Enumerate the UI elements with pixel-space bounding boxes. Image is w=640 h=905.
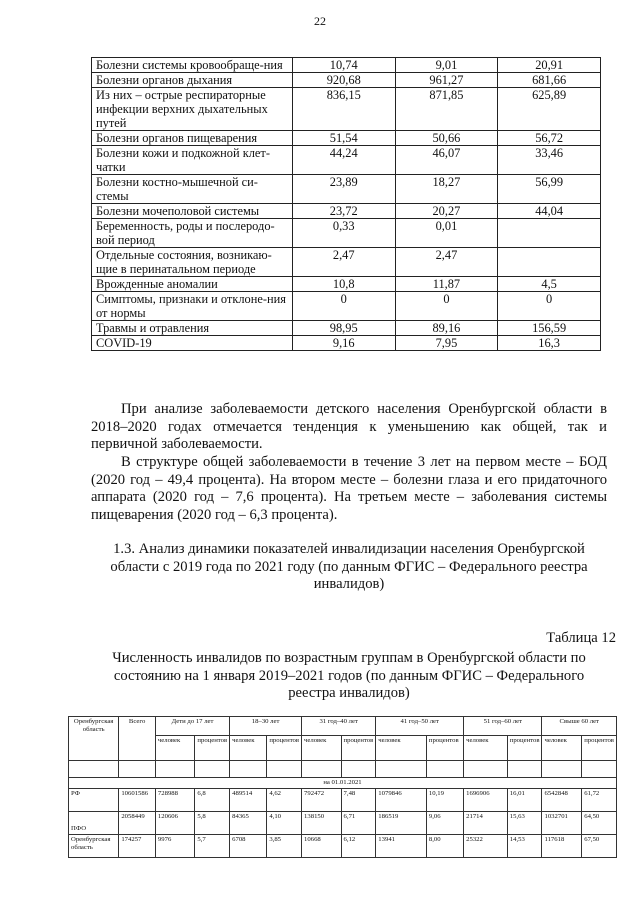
- percent-cell: 7,48: [341, 789, 376, 812]
- header-group-41-50: 41 год–50 лет: [376, 717, 464, 736]
- table-row: [92, 146, 601, 175]
- header-group-children: Дети до 17 лет: [155, 717, 229, 736]
- value-col2: 18,27: [395, 175, 498, 204]
- table-row: [92, 58, 601, 73]
- people-cell: 9976: [155, 835, 195, 858]
- value-col1: 98,95: [292, 321, 395, 336]
- total-cell: 174257: [119, 835, 156, 858]
- table-row: [92, 88, 601, 131]
- disease-name: Болезни системы кровообраще-ния: [92, 58, 293, 73]
- people-cell: 489514: [230, 789, 267, 812]
- disease-name: Травмы и отравления: [92, 321, 293, 336]
- table-row: [69, 835, 617, 858]
- total-cell: 2058449: [119, 812, 156, 835]
- people-cell: 120606: [155, 812, 195, 835]
- subheader-percent: процентов: [507, 736, 542, 761]
- subheader-people: человек: [302, 736, 342, 761]
- disease-name: Отдельные состояния, возникаю-щие в перинатальном периоде: [92, 248, 293, 277]
- value-col3: 56,99: [498, 175, 601, 204]
- table-row: [92, 321, 601, 336]
- disease-name: Врожденные аномалии: [92, 277, 293, 292]
- table-row: [92, 204, 601, 219]
- value-col3: 44,04: [498, 204, 601, 219]
- table-row: [92, 73, 601, 88]
- value-col2: 0: [395, 292, 498, 321]
- disease-name: COVID-19: [92, 336, 293, 351]
- people-cell: 1032701: [542, 812, 582, 835]
- percent-cell: 5,8: [195, 812, 230, 835]
- percent-cell: 3,85: [267, 835, 302, 858]
- subheader-people: человек: [155, 736, 195, 761]
- blank-row: [69, 761, 617, 778]
- value-col3: 4,5: [498, 277, 601, 292]
- value-col3: 0: [498, 292, 601, 321]
- subheader-people: человек: [464, 736, 508, 761]
- percent-cell: 6,8: [195, 789, 230, 812]
- subheader-percent: процентов: [195, 736, 230, 761]
- value-col3: 16,3: [498, 336, 601, 351]
- subheader-people: человек: [542, 736, 582, 761]
- percent-cell: 9,06: [426, 812, 463, 835]
- value-col3: 33,46: [498, 146, 601, 175]
- disease-name: Беременность, роды и послеродо-вой период: [92, 219, 293, 248]
- people-cell: 21714: [464, 812, 508, 835]
- paragraph-2: В структуре общей заболеваемости в течение 3 лет на первом месте – БОД (2020 год – 49,4 процента). На втором месте – болезни глаза и его придаточного аппарата (2020 год – 7,6 процента). На третьем месте – заболевания системы пищеварения (2020 год – 6,3 процента).: [91, 454, 607, 523]
- value-col2: 11,87: [395, 277, 498, 292]
- value-col2: 871,85: [395, 88, 498, 131]
- value-col3: 56,72: [498, 131, 601, 146]
- subheader-percent: процентов: [582, 736, 617, 761]
- value-col1: 836,15: [292, 88, 395, 131]
- region-cell: РФ: [69, 789, 119, 812]
- value-col3: 625,89: [498, 88, 601, 131]
- header-total: Всего: [119, 717, 156, 761]
- value-col3: 156,59: [498, 321, 601, 336]
- value-col1: 51,54: [292, 131, 395, 146]
- value-col1: 10,74: [292, 58, 395, 73]
- value-col2: 50,66: [395, 131, 498, 146]
- page-number: 22: [314, 14, 326, 28]
- value-col1: 23,72: [292, 204, 395, 219]
- people-cell: 84365: [230, 812, 267, 835]
- people-cell: 728988: [155, 789, 195, 812]
- value-col3: 681,66: [498, 73, 601, 88]
- header-region: Оренбургская область: [69, 717, 119, 761]
- disease-name: Болезни костно-мышечной си-стемы: [92, 175, 293, 204]
- value-col1: 2,47: [292, 248, 395, 277]
- value-col2: 2,47: [395, 248, 498, 277]
- value-col2: 9,01: [395, 58, 498, 73]
- percent-cell: 61,72: [582, 789, 617, 812]
- people-cell: 1079846: [376, 789, 427, 812]
- header-group-18-30: 18–30 лет: [230, 717, 302, 736]
- percent-cell: 14,53: [507, 835, 542, 858]
- region-cell: Оренбургская область: [69, 835, 119, 858]
- table-row: [92, 277, 601, 292]
- disease-name: Из них – острые респираторные инфекции верхних дыхательных путей: [92, 88, 293, 131]
- table-row: [92, 292, 601, 321]
- morbidity-table: [91, 57, 601, 351]
- people-cell: 138150: [302, 812, 342, 835]
- table-row: [92, 248, 601, 277]
- value-col3: 20,91: [498, 58, 601, 73]
- value-col1: 23,89: [292, 175, 395, 204]
- disease-name: Болезни органов дыхания: [92, 73, 293, 88]
- people-cell: 10668: [302, 835, 342, 858]
- people-cell: 25322: [464, 835, 508, 858]
- table-label: Таблица 12: [546, 630, 616, 646]
- value-col1: 9,16: [292, 336, 395, 351]
- percent-cell: 64,50: [582, 812, 617, 835]
- people-cell: 6542848: [542, 789, 582, 812]
- value-col1: 10,8: [292, 277, 395, 292]
- header-group-51-60: 51 год–60 лет: [464, 717, 542, 736]
- header-group-31-40: 31 год–40 лет: [302, 717, 376, 736]
- value-col2: 7,95: [395, 336, 498, 351]
- table-row: [92, 175, 601, 204]
- value-col2: 20,27: [395, 204, 498, 219]
- people-cell: 186519: [376, 812, 427, 835]
- percent-cell: 5,7: [195, 835, 230, 858]
- disease-name: Болезни органов пищеварения: [92, 131, 293, 146]
- percent-cell: 8,00: [426, 835, 463, 858]
- value-col2: 0,01: [395, 219, 498, 248]
- paragraph-1: При анализе заболеваемости детского населения Оренбургской области в 2018–2020 годах отмечается тенденция к уменьшению как общей, так и первичной заболеваемости.: [91, 401, 607, 453]
- people-cell: 792472: [302, 789, 342, 812]
- disease-name: Болезни кожи и подкожной клет-чатки: [92, 146, 293, 175]
- table-row: [69, 789, 617, 812]
- value-col3: [498, 248, 601, 277]
- percent-cell: 67,50: [582, 835, 617, 858]
- value-col2: 46,07: [395, 146, 498, 175]
- percent-cell: 16,01: [507, 789, 542, 812]
- table-row: [92, 336, 601, 351]
- disease-name: Болезни мочеполовой системы: [92, 204, 293, 219]
- subheader-people: человек: [230, 736, 267, 761]
- table-row: [92, 131, 601, 146]
- value-col3: [498, 219, 601, 248]
- section-heading: 1.3. Анализ динамики показателей инвалидизации населения Оренбургской области с 2019 года по 2021 году (по данным ФГИС – Федерального реестра инвалидов): [110, 541, 588, 593]
- total-cell: 10601586: [119, 789, 156, 812]
- table-caption: Численность инвалидов по возрастным группам в Оренбургской области по состоянию на 1 января 2019–2021 годов (по данным ФГИС – Федерального реестра инвалидов): [112, 650, 586, 702]
- subheader-people: человек: [376, 736, 427, 761]
- subheader-percent: процентов: [426, 736, 463, 761]
- subheader-percent: процентов: [267, 736, 302, 761]
- people-cell: 1696906: [464, 789, 508, 812]
- percent-cell: 15,63: [507, 812, 542, 835]
- percent-cell: 10,19: [426, 789, 463, 812]
- subheader-percent: процентов: [341, 736, 376, 761]
- disease-name: Симптомы, признаки и отклоне-ния от нормы: [92, 292, 293, 321]
- people-cell: 13941: [376, 835, 427, 858]
- value-col1: 44,24: [292, 146, 395, 175]
- percent-cell: 4,62: [267, 789, 302, 812]
- date-row: на 01.01.2021: [69, 778, 617, 789]
- region-cell: ПФО: [69, 812, 119, 835]
- value-col2: 961,27: [395, 73, 498, 88]
- table-row: [92, 219, 601, 248]
- value-col1: 0: [292, 292, 395, 321]
- people-cell: 117618: [542, 835, 582, 858]
- disability-table: [68, 716, 617, 858]
- value-col1: 920,68: [292, 73, 395, 88]
- header-group-60-plus: Свыше 60 лет: [542, 717, 617, 736]
- percent-cell: 4,10: [267, 812, 302, 835]
- people-cell: 6708: [230, 835, 267, 858]
- value-col1: 0,33: [292, 219, 395, 248]
- table-row: [69, 812, 617, 835]
- value-col2: 89,16: [395, 321, 498, 336]
- percent-cell: 6,12: [341, 835, 376, 858]
- percent-cell: 6,71: [341, 812, 376, 835]
